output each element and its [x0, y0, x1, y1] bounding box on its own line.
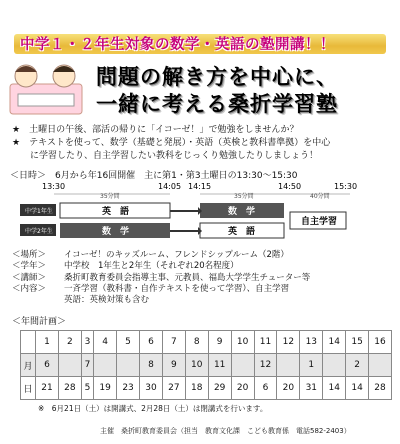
subtitle-line-1: 問題の解き方を中心に、: [96, 65, 338, 89]
month-cell: 6: [36, 354, 59, 377]
month-cell: [58, 354, 81, 377]
duration-1: 35分間: [100, 193, 120, 200]
row1-english: 英 語: [102, 207, 130, 217]
row2-math: 数 学: [102, 227, 130, 237]
day-cell: 31: [300, 377, 323, 400]
month-cell: 10: [185, 354, 208, 377]
session-number: 13: [300, 331, 323, 354]
month-cell: [369, 354, 392, 377]
month-cell: [94, 354, 117, 377]
ceremony-note: ※ 6月21日（土）は開講式、2月28日（土）は閉講式を行います。: [38, 404, 268, 413]
time-1530: 15:30: [334, 182, 358, 191]
month-cell: [117, 354, 140, 377]
info-grade: ＜学年＞ 中学校 1年生と2年生（それぞれ20名程度）: [12, 261, 239, 272]
schedule-diagram: [20, 180, 400, 246]
session-number: 1: [36, 331, 59, 354]
info-content-english: 英語：英検対策も含む: [64, 295, 150, 306]
day-cell: 28: [58, 377, 81, 400]
time-1415: 14:15: [188, 182, 212, 191]
session-number: 7: [162, 331, 185, 354]
session-number: 9: [208, 331, 231, 354]
time-1330: 13:30: [42, 182, 66, 191]
annual-calendar-table: [20, 330, 392, 400]
student-illustration-icon: [4, 58, 88, 116]
session-number: 5: [117, 331, 140, 354]
session-number: 4: [94, 331, 117, 354]
month-cell: 12: [254, 354, 277, 377]
day-cell: 29: [208, 377, 231, 400]
day-cell: 21: [36, 377, 59, 400]
session-number: 16: [369, 331, 392, 354]
month-cell: 7: [81, 354, 93, 377]
day-cell: 5: [81, 377, 93, 400]
bullet-1: ★ 土曜日の午後、部活の帰りに「イコーゼ！」で勉強をしませんか？: [12, 125, 299, 135]
info-content: ＜内容＞ 一斉学習（教科書・自作テキストを使って学習）、自主学習: [12, 283, 290, 294]
month-cell: 2: [346, 354, 369, 377]
month-cell: 8: [140, 354, 163, 377]
month-cell: [277, 354, 300, 377]
day-cell: 19: [94, 377, 117, 400]
session-number: 2: [58, 331, 81, 354]
headline: 中学１・２年生対象の数学・英語の塾開講！！: [20, 37, 335, 53]
day-row-label: 日: [21, 377, 36, 400]
day-cell: 20: [277, 377, 300, 400]
month-cell: [231, 354, 254, 377]
month-cell: [323, 354, 346, 377]
description: [12, 124, 392, 163]
row1-math: 数 学: [228, 207, 256, 217]
day-cell: 20: [231, 377, 254, 400]
duration-3: 40分間: [310, 193, 330, 200]
details: [12, 250, 310, 306]
subtitle-line-2: 一緒に考える桑折学習塾: [96, 92, 338, 116]
month-cell: 11: [208, 354, 231, 377]
row2-label: 中学2年生: [25, 228, 53, 235]
session-number: 15: [346, 331, 369, 354]
session-number: 11: [254, 331, 277, 354]
duration-2: 35分間: [234, 193, 254, 200]
session-number: 10: [231, 331, 254, 354]
day-cell: 14: [323, 377, 346, 400]
time-1405: 14:05: [158, 182, 182, 191]
bullet-2: ★ テキストを使って、数学（基礎と発展）・英語（英検と教科書準拠）を中心: [12, 138, 331, 148]
day-cell: 6: [254, 377, 277, 400]
session-number: 12: [277, 331, 300, 354]
day-cell: 23: [117, 377, 140, 400]
row2-english: 英 語: [228, 227, 256, 237]
day-cell: 28: [369, 377, 392, 400]
day-cell: 18: [185, 377, 208, 400]
self-study-label: 自主学習: [301, 217, 338, 227]
month-cell: 9: [162, 354, 185, 377]
row1-label: 中学1年生: [25, 208, 53, 215]
day-cell: 27: [162, 377, 185, 400]
footer-organizer: 主催 桑折町教育委員会（担当 教育文化課 こども教育係 電話582-2403）: [100, 427, 351, 435]
day-cell: 14: [346, 377, 369, 400]
day-cell: 30: [140, 377, 163, 400]
session-number: 8: [185, 331, 208, 354]
month-cell: 1: [300, 354, 323, 377]
time-1450: 14:50: [278, 182, 302, 191]
calendar-corner: [21, 331, 36, 354]
info-instructor: ＜講師＞ 桑折町教育委員会指導主事、元教員、福島大学学生チューター等: [12, 272, 311, 283]
bullet-3: に学習したり、自主学習したい教科をじっくり勉強したりしましょう！: [12, 151, 319, 161]
session-number: 14: [323, 331, 346, 354]
session-number: 6: [140, 331, 163, 354]
month-row-label: 月: [21, 354, 36, 377]
session-number: 3: [81, 331, 93, 354]
schedule-summary: ＜日時＞ 6月から年16回開催 主に第1・第3土曜日の13:30～15:30: [10, 171, 298, 181]
annual-plan-heading: ＜年間計画＞: [12, 317, 67, 327]
info-location: ＜場所＞ イコーゼ！のキッズルーム、フレンドシップルーム（2階）: [12, 250, 289, 260]
